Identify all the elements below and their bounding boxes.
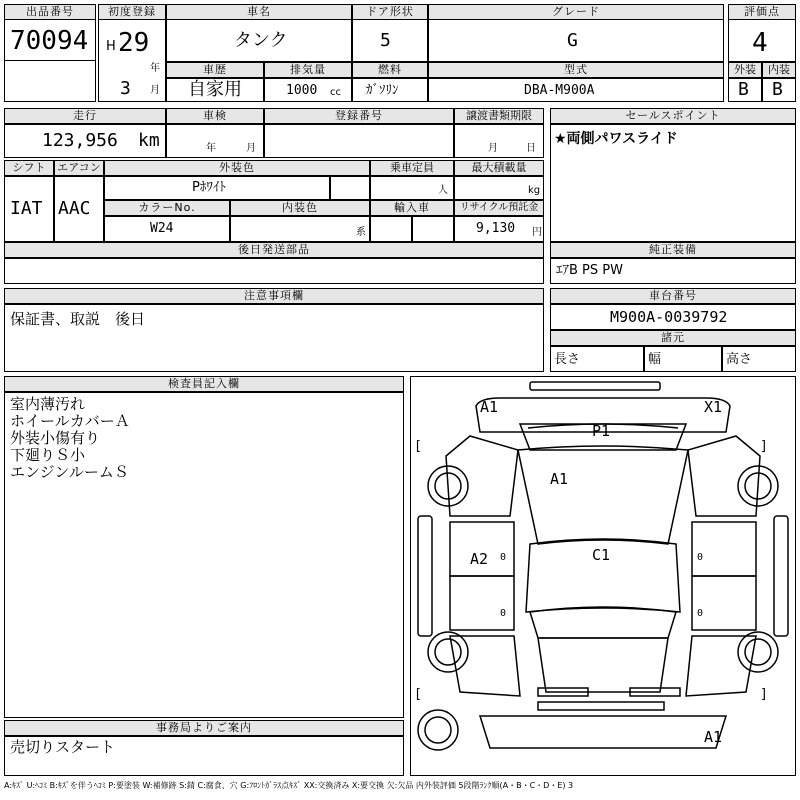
load-unit: kg — [528, 185, 541, 196]
doors: 5 — [380, 30, 391, 51]
damage-a2-left: A2 — [470, 550, 489, 568]
int-color-header: 内装色 — [230, 200, 370, 216]
sales-point: ★両側パワスライド — [554, 131, 678, 147]
score: 4 — [752, 28, 768, 58]
shift-header: シフト — [4, 160, 54, 176]
import-header: 輸入車 — [370, 200, 454, 216]
bracket-right: ] — [760, 687, 768, 702]
damage-a1-front-left: A1 — [480, 398, 499, 416]
right-rear-door — [692, 576, 756, 630]
car-name-header: 車名 — [166, 4, 352, 20]
insp-year-unit: 年 — [206, 143, 216, 154]
genuine-header: 純正装備 — [550, 242, 796, 258]
recycle-unit: 円 — [532, 227, 542, 238]
bracket-left: [ — [414, 687, 422, 702]
note-line: 外装小傷有り — [10, 429, 101, 447]
year-unit: 年 — [150, 63, 160, 74]
note-line: 室内薄汚れ — [10, 395, 86, 413]
damage-c1-center: C1 — [592, 546, 611, 564]
bottom-bumper — [480, 716, 726, 748]
note-line: エンジンルームＳ — [10, 463, 129, 481]
wheel-rear-left — [428, 632, 468, 672]
history-header: 車歴 — [166, 62, 264, 78]
month-unit: 月 — [150, 85, 160, 96]
fuel: ｶﾞｿﾘﾝ — [366, 83, 399, 98]
lot-no: 70094 — [10, 26, 89, 56]
note-line: ホイールカバーＡ — [10, 412, 130, 430]
remarks-header: 注意事項欄 — [4, 288, 544, 304]
chassis-header: 車台番号 — [550, 288, 796, 304]
color-no-header: カラーNo. — [104, 200, 230, 216]
wheel-rear-right — [738, 632, 778, 672]
inspection-header: 車検 — [166, 108, 264, 124]
wheel-rear-right-inner — [745, 639, 771, 665]
int-color-unit: 系 — [356, 227, 366, 238]
aircon-header: エアコン — [54, 160, 104, 176]
exterior-header: 外装 — [728, 62, 762, 78]
roof — [518, 446, 688, 544]
right-front-door — [692, 522, 756, 576]
left-rear-door — [450, 576, 514, 630]
displacement-unit: cc — [330, 87, 341, 98]
later-parts-header: 後日発送部品 — [4, 242, 544, 258]
max-load-header: 最大積載量 — [454, 160, 544, 176]
spare-wheel — [418, 710, 458, 750]
zero-mark: 0 — [697, 552, 704, 563]
mileage-unit: km — [138, 130, 160, 151]
wheel-rear-left-inner — [435, 639, 461, 665]
first-reg-header: 初度登録 — [98, 4, 166, 20]
capacity-header: 乗車定員 — [370, 160, 454, 176]
interior-header: 内装 — [762, 62, 796, 78]
capacity-unit: 人 — [438, 185, 448, 196]
recycle-header: リサイクル預託金 — [454, 200, 544, 216]
model-code-header: 型式 — [428, 62, 724, 78]
reg-month: 3 — [120, 78, 131, 99]
rear-bumper — [538, 702, 664, 710]
lot-no-header: 出品番号 — [4, 4, 96, 20]
deadline-header: 譲渡書類期限 — [454, 108, 544, 124]
legend: A:ｷｽﾞ U:ﾍｺﾐ B:ｷｽﾞを伴うﾍｺﾐ P:要塗装 W:補修跡 S:錆 C:腐食、穴 G:ﾌﾛﾝﾄｶﾞﾗｽ点ｷｽﾞ XX:交換済み X:要交換 欠:欠品 内外装評価 5段階ﾗﾝｸ順(A・B・C・D・E) 3 — [4, 781, 574, 790]
fuel-header: 燃料 — [352, 62, 428, 78]
displacement: 1000 — [286, 83, 318, 98]
damage-x1-front-right: X1 — [704, 398, 723, 416]
front-bumper-bar — [530, 382, 660, 390]
reg-no-header: 登録番号 — [264, 108, 454, 124]
ext-color-header: 外装色 — [104, 160, 370, 176]
bracket-right: ] — [760, 439, 768, 454]
inspector-notes — [10, 396, 130, 481]
int-color-box — [230, 216, 370, 242]
car-name: タンク — [234, 30, 288, 51]
spare-wheel-inner — [425, 717, 451, 743]
chassis-no: M900A-0039792 — [610, 308, 728, 326]
import-box-2 — [412, 216, 454, 242]
shift: IAT — [10, 198, 43, 219]
genuine-equipment: ｴｱB PS PW — [556, 263, 623, 278]
spec-height: 高さ — [726, 352, 753, 367]
color-no: W24 — [150, 221, 174, 236]
spec-width: 幅 — [648, 352, 662, 367]
rear-window — [530, 607, 676, 638]
grade-header: グレード — [428, 4, 724, 20]
sales-point-header: セールスポイント — [550, 108, 796, 124]
mileage-header: 走行 — [4, 108, 166, 124]
reg-year: 29 — [118, 28, 150, 58]
damage-a1-roof: A1 — [550, 470, 569, 488]
mileage: 123,956 — [42, 130, 118, 151]
spec-length: 長さ — [554, 352, 581, 367]
later-parts-box — [4, 258, 544, 284]
office-notice: 売切りスタート — [10, 738, 116, 756]
office-header: 事務局よりご案内 — [4, 720, 404, 736]
left-mirror — [418, 516, 432, 636]
history: 自家用 — [188, 79, 242, 100]
door-header: ドア形状 — [352, 4, 428, 20]
deadline-month-unit: 月 — [488, 143, 498, 154]
import-box — [370, 216, 412, 242]
ext-color: Pﾎﾜｲﾄ — [192, 180, 226, 195]
rear-hatch — [538, 638, 668, 692]
deadline-day-unit: 日 — [526, 143, 536, 154]
note-line: 下廻りＳ小 — [10, 446, 86, 464]
remarks: 保証書、取説 後日 — [10, 310, 146, 328]
left-rear-quarter — [450, 636, 520, 696]
interior-grade: B — [772, 79, 783, 100]
insp-month-unit: 月 — [246, 143, 256, 154]
damage-p1-windshield: P1 — [592, 422, 611, 440]
model-code: DBA-M900A — [524, 83, 595, 98]
ext-color-box-2 — [330, 176, 370, 200]
recycle-fee: 9,130 — [476, 221, 516, 236]
aircon: AAC — [58, 198, 91, 219]
grade: G — [567, 30, 578, 51]
damage-a1-rear: A1 — [704, 728, 723, 746]
right-rear-quarter — [686, 636, 756, 696]
inspector-header: 検査員記入欄 — [4, 376, 404, 392]
zero-mark: 0 — [500, 552, 507, 563]
bracket-left: [ — [414, 439, 422, 454]
reg-no-box — [264, 124, 454, 158]
right-mirror — [774, 516, 788, 636]
specs-header: 諸元 — [550, 330, 796, 346]
displacement-header: 排気量 — [264, 62, 352, 78]
zero-mark: 0 — [697, 608, 704, 619]
zero-mark: 0 — [500, 608, 507, 619]
era: H — [106, 39, 116, 54]
score-header: 評価点 — [728, 4, 796, 20]
exterior-grade: B — [738, 79, 749, 100]
lot-no-divider — [4, 60, 96, 61]
